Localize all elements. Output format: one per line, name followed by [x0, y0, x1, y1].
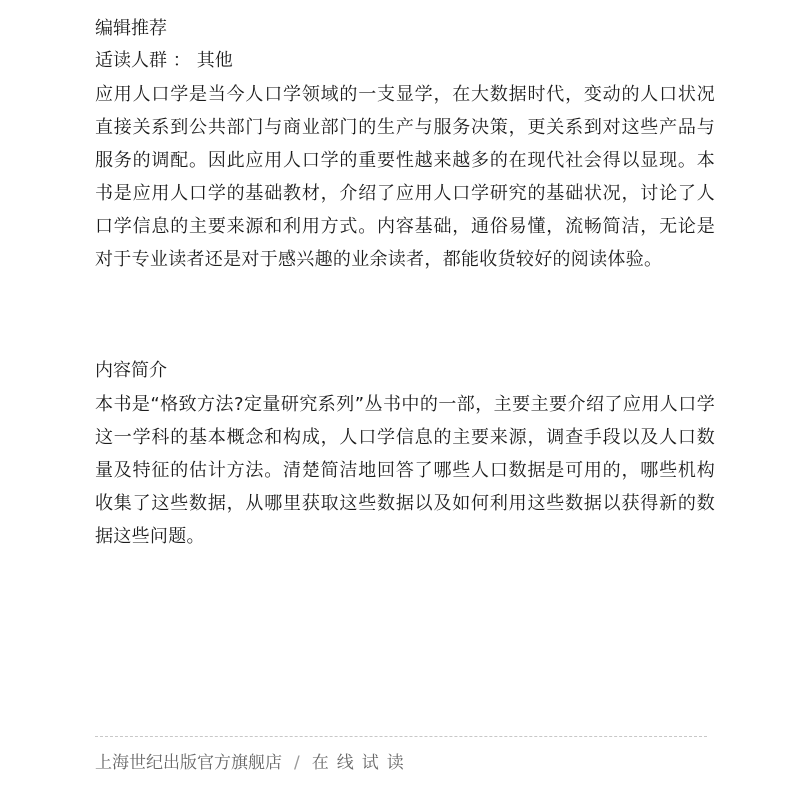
content-summary-text: 本书是“格致方法?定量研究系列”丛书中的一部，主要主要介绍了应用人口学这一学科的基本概念和构成，人口学信息的主要来源，调查手段以及人口数量及特征的估计方法。清楚简洁地回答了哪些人口数据是可用的，哪些机构收集了这些数据，从哪里获取这些数据以及如何利用这些数据以获得新的数据这些问题。: [95, 394, 715, 547]
audience-value: 其他: [196, 50, 233, 71]
editor-recommendation-title: 编辑推荐: [95, 18, 167, 39]
content-summary-title: 内容简介: [95, 360, 167, 381]
audience-line: [95, 44, 715, 78]
editor-recommendation-text: 应用人口学是当今人口学领域的一支显学，在大数据时代，变动的人口状况直接关系到公共部门与商业部门的生产与服务决策，更关系到对这些产品与服务的调配。因此应用人口学的重要性越来越多的在现代社会得以显现。本书是应用人口学的基础教材，介绍了应用人口学研究的基础状况，讨论了人口学信息的主要来源和利用方式。内容基础，通俗易懂，流畅简洁，无论是对于专业读者还是对于感兴趣的业余读者，都能收货较好的阅读体验。: [95, 84, 715, 270]
book-description: [95, 14, 715, 553]
footer-bar: [95, 748, 412, 778]
section-spacer: [95, 276, 715, 354]
read-online-link[interactable]: 在线试读: [311, 753, 412, 773]
footer-separator: /: [294, 753, 300, 773]
footer-divider: [95, 736, 707, 737]
audience-label: 适读人群 ：: [95, 50, 191, 71]
content-summary-section: [95, 354, 715, 553]
store-name-link[interactable]: 上海世纪出版官方旗舰店: [95, 753, 282, 773]
